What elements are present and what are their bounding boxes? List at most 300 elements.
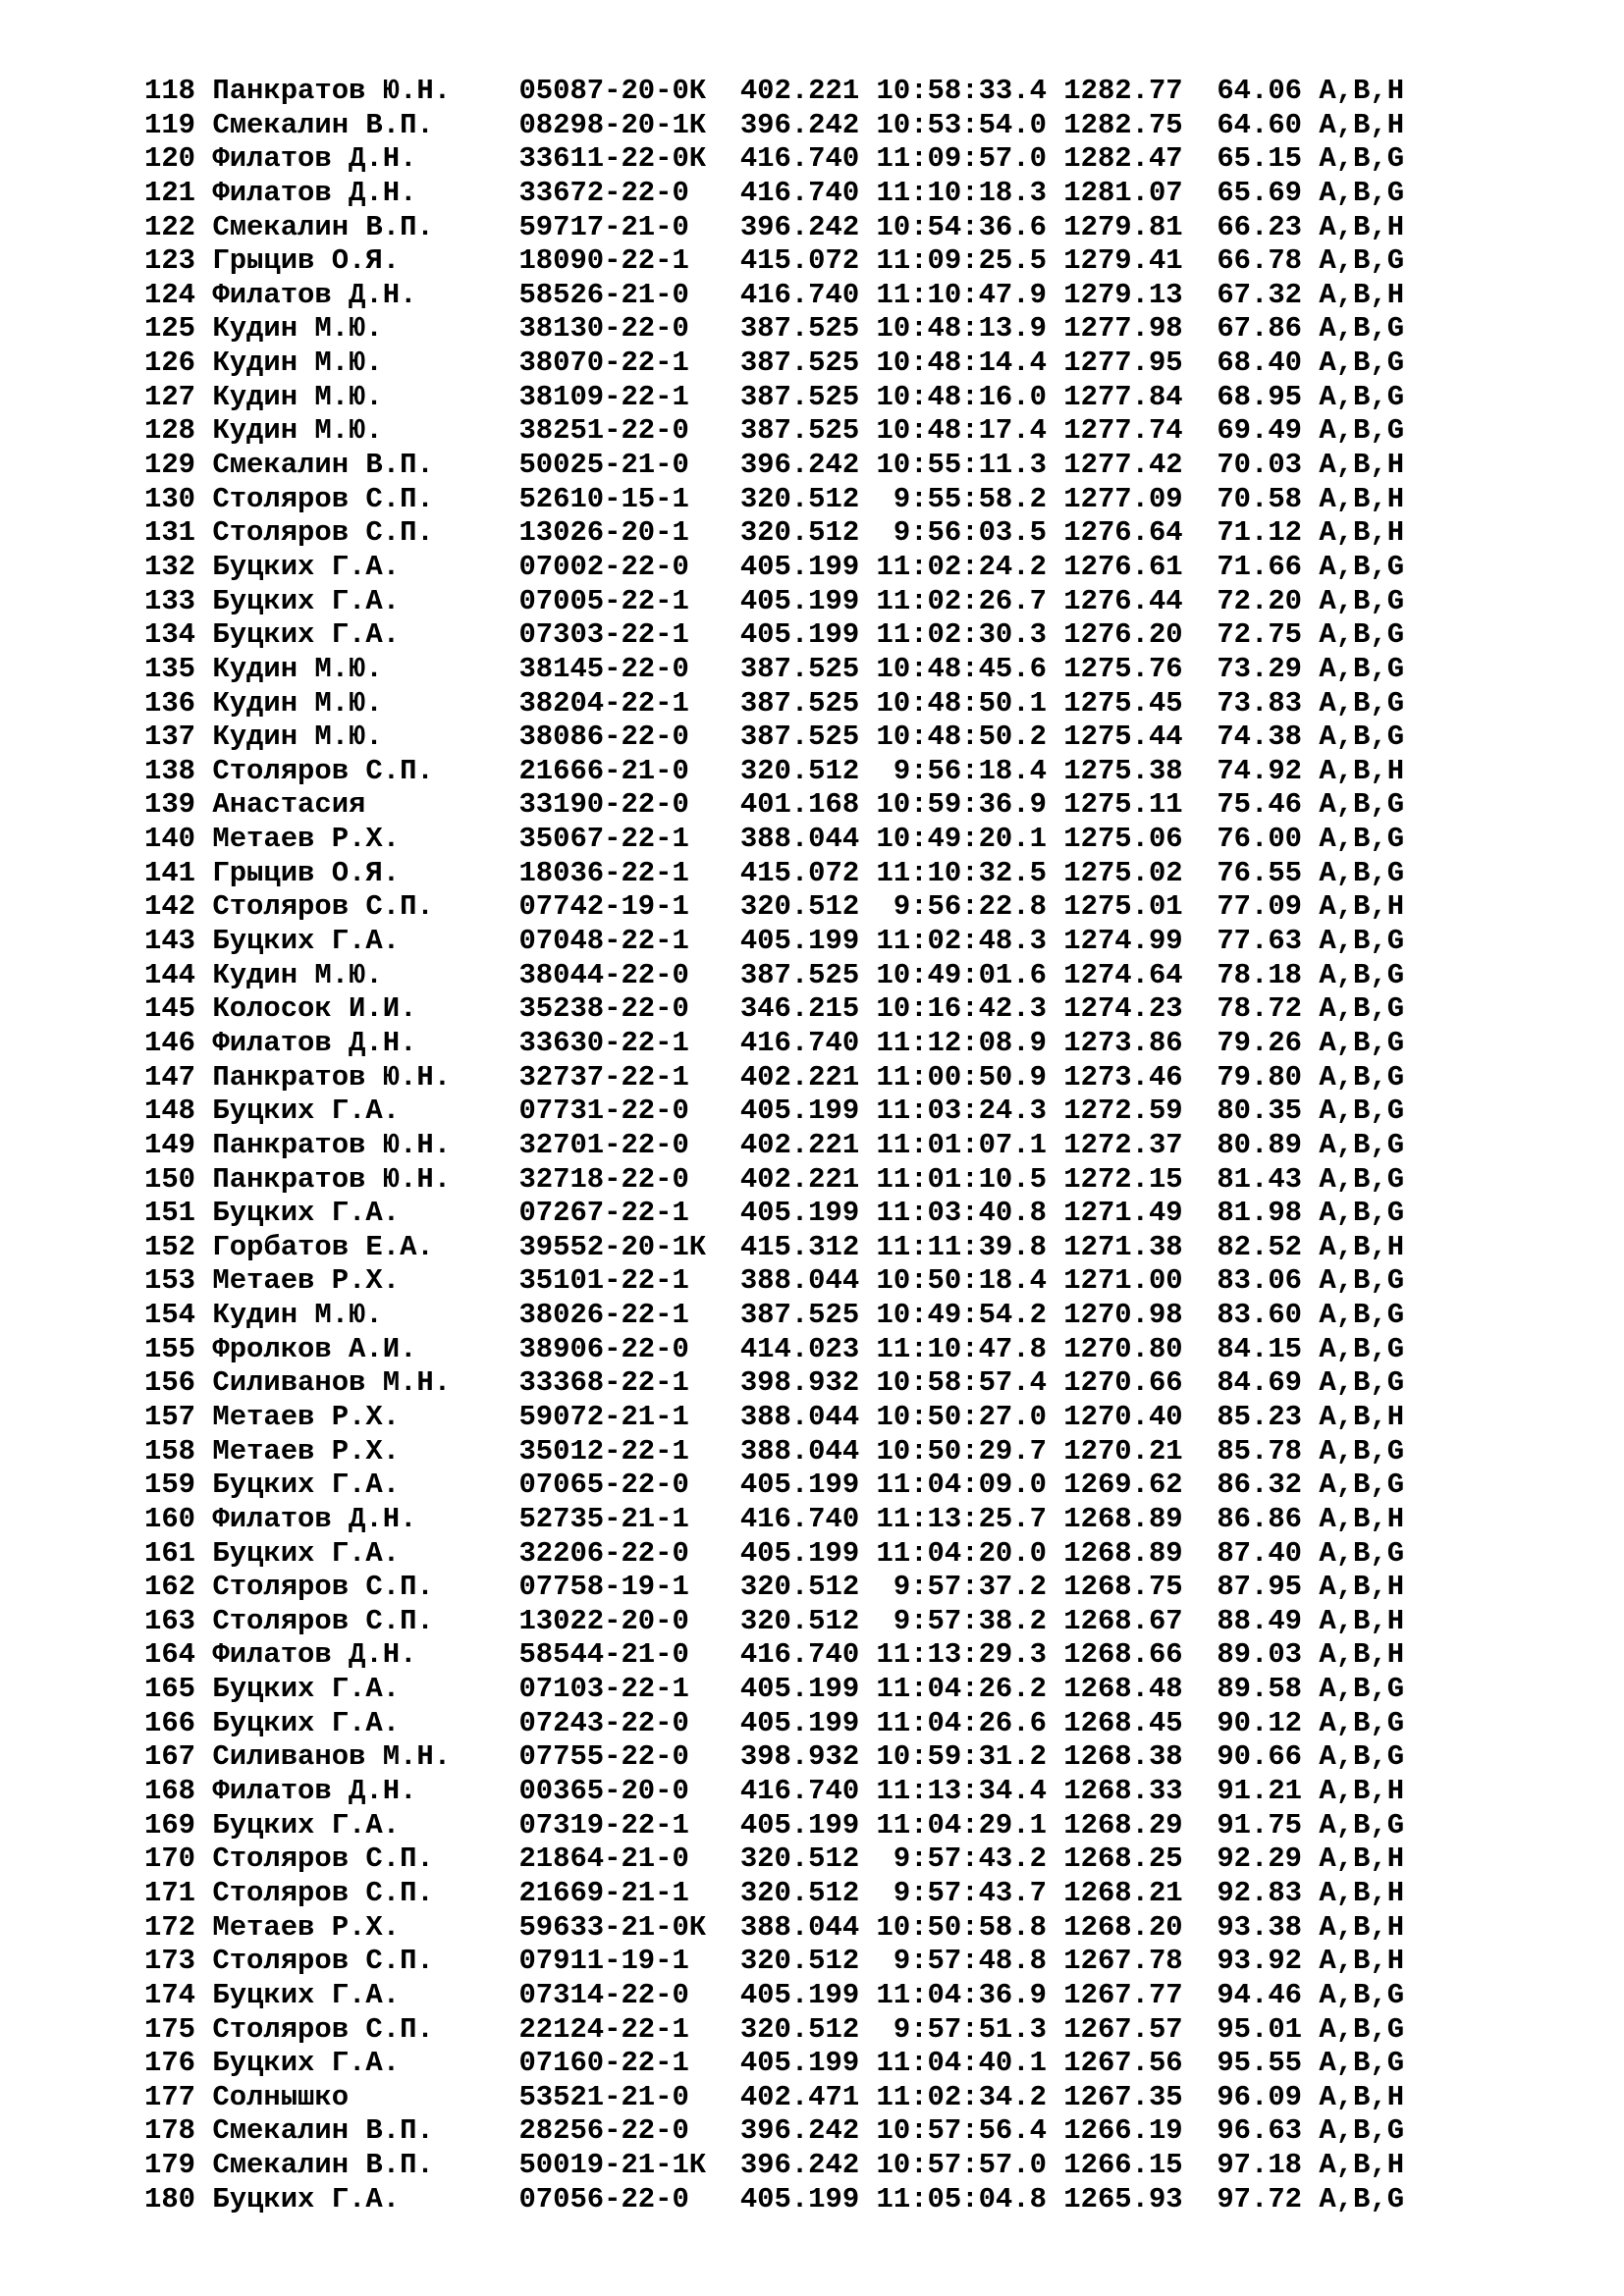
cell-distance: 387.525 <box>739 1299 860 1332</box>
cell-fancier: Фролков А.И. <box>212 1332 503 1365</box>
table-row <box>144 1707 1404 1741</box>
cell-time: 10:48:50.2 <box>876 721 1047 754</box>
cell-ring: 38044-22-0 <box>518 958 724 991</box>
cell-fancier: Силиванов М.Н. <box>212 1740 503 1774</box>
cell-groups: A,B,G <box>1319 1740 1405 1774</box>
cell-distance: 320.512 <box>739 1842 860 1876</box>
table-row <box>144 1809 1404 1843</box>
cell-coef: 96.63 <box>1199 2114 1303 2148</box>
table-row <box>144 1503 1404 1537</box>
cell-coef: 71.66 <box>1199 550 1303 583</box>
cell-ring: 33190-22-0 <box>518 788 724 822</box>
cell-groups: A,B,G <box>1319 856 1405 889</box>
cell-coef: 94.46 <box>1199 1978 1303 2011</box>
cell-groups: A,B,H <box>1319 2149 1405 2182</box>
cell-groups: A,B,G <box>1319 550 1405 583</box>
cell-groups: A,B,G <box>1319 347 1405 380</box>
cell-place: 177 <box>144 2080 196 2113</box>
cell-groups: A,B,G <box>1319 618 1405 652</box>
cell-time: 11:04:26.2 <box>876 1673 1047 1706</box>
cell-place: 119 <box>144 108 196 141</box>
cell-groups: A,B,G <box>1319 925 1405 958</box>
cell-coef: 68.95 <box>1199 380 1303 413</box>
cell-speed: 1268.45 <box>1063 1706 1183 1739</box>
cell-distance: 415.072 <box>739 856 860 889</box>
cell-fancier: Кудин М.Ю. <box>212 312 503 346</box>
cell-place: 126 <box>144 347 196 380</box>
table-row <box>144 449 1404 483</box>
cell-groups: A,B,G <box>1319 721 1405 754</box>
cell-speed: 1270.66 <box>1063 1366 1183 1400</box>
table-row <box>144 1775 1404 1809</box>
cell-time: 11:13:29.3 <box>876 1638 1047 1672</box>
cell-time: 11:13:34.4 <box>876 1775 1047 1808</box>
cell-distance: 416.740 <box>739 1775 860 1808</box>
cell-fancier: Столяров С.П. <box>212 890 503 924</box>
table-row <box>144 211 1404 245</box>
cell-place: 144 <box>144 958 196 991</box>
cell-time: 11:00:50.9 <box>876 1060 1047 1094</box>
table-row <box>144 1945 1404 1979</box>
cell-groups: A,B,G <box>1319 142 1405 176</box>
cell-fancier: Кудин М.Ю. <box>212 958 503 991</box>
cell-coef: 77.63 <box>1199 925 1303 958</box>
cell-time: 10:50:27.0 <box>876 1400 1047 1433</box>
cell-ring: 38109-22-1 <box>518 380 724 413</box>
cell-ring: 07005-22-1 <box>518 584 724 617</box>
cell-fancier: Кудин М.Ю. <box>212 347 503 380</box>
cell-distance: 415.072 <box>739 244 860 278</box>
cell-speed: 1267.56 <box>1063 2047 1183 2080</box>
cell-fancier: Буцких Г.А. <box>212 584 503 617</box>
cell-distance: 320.512 <box>739 516 860 550</box>
cell-ring: 07056-22-0 <box>518 2182 724 2216</box>
cell-distance: 388.044 <box>739 1264 860 1298</box>
cell-speed: 1279.41 <box>1063 244 1183 278</box>
table-row <box>144 2081 1404 2115</box>
cell-speed: 1269.62 <box>1063 1468 1183 1502</box>
results-table <box>144 75 1404 2216</box>
cell-place: 162 <box>144 1571 196 1604</box>
cell-distance: 416.740 <box>739 176 860 209</box>
cell-ring: 33368-22-1 <box>518 1366 724 1400</box>
cell-speed: 1271.00 <box>1063 1264 1183 1298</box>
cell-speed: 1271.49 <box>1063 1197 1183 1230</box>
cell-ring: 33672-22-0 <box>518 176 724 209</box>
cell-speed: 1277.09 <box>1063 482 1183 515</box>
cell-speed: 1273.46 <box>1063 1060 1183 1094</box>
cell-fancier: Буцких Г.А. <box>212 1536 503 1570</box>
table-row <box>144 788 1404 823</box>
cell-place: 158 <box>144 1434 196 1468</box>
cell-fancier: Кудин М.Ю. <box>212 380 503 413</box>
cell-place: 131 <box>144 516 196 550</box>
table-row <box>144 279 1404 313</box>
cell-distance: 416.740 <box>739 142 860 176</box>
cell-fancier: Буцких Г.А. <box>212 1673 503 1706</box>
cell-coef: 80.89 <box>1199 1128 1303 1161</box>
table-row <box>144 1264 1404 1299</box>
cell-groups: A,B,G <box>1319 1536 1405 1570</box>
cell-time: 11:09:25.5 <box>876 244 1047 278</box>
cell-groups: A,B,H <box>1319 1876 1405 1909</box>
cell-time: 10:57:56.4 <box>876 2114 1047 2148</box>
cell-ring: 38145-22-0 <box>518 652 724 685</box>
cell-place: 174 <box>144 1978 196 2011</box>
cell-fancier: Столяров С.П. <box>212 1604 503 1637</box>
cell-speed: 1268.20 <box>1063 1910 1183 1944</box>
cell-ring: 32206-22-0 <box>518 1536 724 1570</box>
cell-speed: 1268.67 <box>1063 1604 1183 1637</box>
cell-speed: 1274.23 <box>1063 992 1183 1026</box>
table-row <box>144 109 1404 143</box>
cell-groups: A,B,G <box>1319 176 1405 209</box>
cell-place: 154 <box>144 1299 196 1332</box>
cell-distance: 405.199 <box>739 1197 860 1230</box>
cell-fancier: Анастасия <box>212 788 503 822</box>
cell-coef: 92.29 <box>1199 1842 1303 1876</box>
cell-fancier: Метаев Р.Х. <box>212 1264 503 1298</box>
cell-distance: 320.512 <box>739 1945 860 1978</box>
cell-speed: 1279.13 <box>1063 278 1183 311</box>
cell-fancier: Филатов Д.Н. <box>212 1502 503 1535</box>
cell-groups: A,B,G <box>1319 1299 1405 1332</box>
cell-ring: 59072-21-1 <box>518 1400 724 1433</box>
cell-speed: 1276.44 <box>1063 584 1183 617</box>
cell-speed: 1275.11 <box>1063 788 1183 822</box>
cell-fancier: Грыцив О.Я. <box>212 856 503 889</box>
cell-coef: 91.21 <box>1199 1775 1303 1808</box>
cell-coef: 87.40 <box>1199 1536 1303 1570</box>
cell-ring: 07758-19-1 <box>518 1571 724 1604</box>
cell-distance: 405.199 <box>739 1673 860 1706</box>
cell-distance: 388.044 <box>739 1400 860 1433</box>
cell-groups: A,B,G <box>1319 1808 1405 1842</box>
cell-place: 138 <box>144 754 196 787</box>
cell-speed: 1268.38 <box>1063 1740 1183 1774</box>
cell-coef: 92.83 <box>1199 1876 1303 1909</box>
cell-groups: A,B,G <box>1319 686 1405 720</box>
cell-time: 10:48:50.1 <box>876 686 1047 720</box>
cell-speed: 1282.47 <box>1063 142 1183 176</box>
cell-place: 150 <box>144 1162 196 1196</box>
table-row <box>144 1842 1404 1877</box>
cell-place: 118 <box>144 75 196 107</box>
table-row <box>144 618 1404 653</box>
cell-ring: 38070-22-1 <box>518 347 724 380</box>
cell-distance: 387.525 <box>739 414 860 448</box>
cell-coef: 81.43 <box>1199 1162 1303 1196</box>
cell-time: 10:49:01.6 <box>876 958 1047 991</box>
cell-distance: 388.044 <box>739 1910 860 1944</box>
cell-coef: 78.18 <box>1199 958 1303 991</box>
cell-coef: 74.92 <box>1199 754 1303 787</box>
cell-distance: 396.242 <box>739 2149 860 2182</box>
cell-distance: 387.525 <box>739 721 860 754</box>
cell-coef: 76.55 <box>1199 856 1303 889</box>
cell-fancier: Силиванов М.Н. <box>212 1366 503 1400</box>
cell-fancier: Панкратов Ю.Н. <box>212 1060 503 1094</box>
cell-fancier: Столяров С.П. <box>212 516 503 550</box>
cell-distance: 405.199 <box>739 925 860 958</box>
table-row <box>144 2047 1404 2081</box>
cell-time: 10:49:54.2 <box>876 1299 1047 1332</box>
cell-coef: 85.78 <box>1199 1434 1303 1468</box>
cell-distance: 405.199 <box>739 584 860 617</box>
cell-ring: 08298-20-1К <box>518 108 724 141</box>
cell-ring: 07160-22-1 <box>518 2047 724 2080</box>
cell-fancier: Столяров С.П. <box>212 2012 503 2046</box>
cell-groups: A,B,G <box>1319 1128 1405 1161</box>
cell-groups: A,B,H <box>1319 1502 1405 1535</box>
cell-groups: A,B,G <box>1319 958 1405 991</box>
cell-fancier: Смекалин В.П. <box>212 108 503 141</box>
cell-place: 128 <box>144 414 196 448</box>
cell-place: 180 <box>144 2182 196 2216</box>
table-row <box>144 483 1404 517</box>
cell-distance: 320.512 <box>739 1876 860 1909</box>
cell-ring: 07048-22-1 <box>518 925 724 958</box>
cell-coef: 71.12 <box>1199 516 1303 550</box>
cell-coef: 89.58 <box>1199 1673 1303 1706</box>
cell-speed: 1275.76 <box>1063 652 1183 685</box>
cell-coef: 77.09 <box>1199 890 1303 924</box>
cell-distance: 402.471 <box>739 2080 860 2113</box>
cell-speed: 1274.64 <box>1063 958 1183 991</box>
cell-time: 10:49:20.1 <box>876 823 1047 856</box>
cell-time: 10:55:11.3 <box>876 449 1047 482</box>
cell-place: 146 <box>144 1026 196 1059</box>
cell-fancier: Панкратов Ю.Н. <box>212 1162 503 1196</box>
cell-distance: 405.199 <box>739 1808 860 1842</box>
cell-place: 142 <box>144 890 196 924</box>
cell-fancier: Метаев Р.Х. <box>212 823 503 856</box>
cell-fancier: Метаев Р.Х. <box>212 1400 503 1433</box>
cell-groups: A,B,H <box>1319 75 1405 107</box>
table-row <box>144 1638 1404 1673</box>
cell-fancier: Буцких Г.А. <box>212 2047 503 2080</box>
cell-coef: 83.60 <box>1199 1299 1303 1332</box>
cell-time: 11:04:20.0 <box>876 1536 1047 1570</box>
cell-coef: 93.38 <box>1199 1910 1303 1944</box>
cell-coef: 93.92 <box>1199 1945 1303 1978</box>
cell-speed: 1279.81 <box>1063 210 1183 243</box>
cell-groups: A,B,G <box>1319 823 1405 856</box>
cell-ring: 38251-22-0 <box>518 414 724 448</box>
cell-time: 10:54:36.6 <box>876 210 1047 243</box>
cell-distance: 405.199 <box>739 1095 860 1128</box>
cell-place: 172 <box>144 1910 196 1944</box>
cell-ring: 38906-22-0 <box>518 1332 724 1365</box>
cell-coef: 97.18 <box>1199 2149 1303 2182</box>
cell-fancier: Кудин М.Ю. <box>212 1299 503 1332</box>
table-row <box>144 925 1404 959</box>
cell-coef: 85.23 <box>1199 1400 1303 1433</box>
cell-coef: 86.32 <box>1199 1468 1303 1502</box>
cell-speed: 1268.48 <box>1063 1673 1183 1706</box>
cell-distance: 402.221 <box>739 1128 860 1161</box>
cell-distance: 387.525 <box>739 347 860 380</box>
cell-place: 134 <box>144 618 196 652</box>
cell-time: 11:02:24.2 <box>876 550 1047 583</box>
cell-place: 151 <box>144 1197 196 1230</box>
cell-fancier: Кудин М.Ю. <box>212 414 503 448</box>
cell-speed: 1281.07 <box>1063 176 1183 209</box>
cell-time: 9:55:58.2 <box>876 482 1047 515</box>
cell-distance: 387.525 <box>739 652 860 685</box>
cell-groups: A,B,H <box>1319 1571 1405 1604</box>
cell-place: 145 <box>144 992 196 1026</box>
table-row <box>144 1673 1404 1707</box>
cell-distance: 387.525 <box>739 312 860 346</box>
table-row <box>144 959 1404 993</box>
cell-groups: A,B,G <box>1319 380 1405 413</box>
cell-fancier: Филатов Д.Н. <box>212 1026 503 1059</box>
cell-time: 11:10:47.8 <box>876 1332 1047 1365</box>
cell-groups: A,B,G <box>1319 1264 1405 1298</box>
table-row <box>144 1468 1404 1503</box>
cell-place: 124 <box>144 278 196 311</box>
cell-place: 160 <box>144 1502 196 1535</box>
cell-fancier: Колосок И.И. <box>212 992 503 1026</box>
cell-speed: 1268.21 <box>1063 1876 1183 1909</box>
cell-ring: 07303-22-1 <box>518 618 724 652</box>
table-row <box>144 1163 1404 1198</box>
cell-groups: A,B,G <box>1319 1095 1405 1128</box>
cell-distance: 320.512 <box>739 2012 860 2046</box>
cell-ring: 58544-21-0 <box>518 1638 724 1672</box>
cell-coef: 88.49 <box>1199 1604 1303 1637</box>
cell-time: 10:59:36.9 <box>876 788 1047 822</box>
table-row <box>144 75 1404 109</box>
cell-place: 136 <box>144 686 196 720</box>
cell-time: 10:48:16.0 <box>876 380 1047 413</box>
cell-coef: 95.01 <box>1199 2012 1303 2046</box>
cell-fancier: Столяров С.П. <box>212 482 503 515</box>
cell-coef: 78.72 <box>1199 992 1303 1026</box>
cell-coef: 73.83 <box>1199 686 1303 720</box>
cell-groups: A,B,G <box>1319 1434 1405 1468</box>
cell-time: 11:10:18.3 <box>876 176 1047 209</box>
cell-ring: 18036-22-1 <box>518 856 724 889</box>
cell-time: 11:05:04.8 <box>876 2182 1047 2216</box>
cell-time: 11:04:26.6 <box>876 1706 1047 1739</box>
cell-distance: 416.740 <box>739 1026 860 1059</box>
table-row <box>144 177 1404 211</box>
cell-groups: A,B,H <box>1319 1842 1405 1876</box>
cell-coef: 79.80 <box>1199 1060 1303 1094</box>
cell-distance: 320.512 <box>739 890 860 924</box>
cell-coef: 80.35 <box>1199 1095 1303 1128</box>
cell-coef: 76.00 <box>1199 823 1303 856</box>
cell-groups: A,B,H <box>1319 1945 1405 1978</box>
table-row <box>144 823 1404 857</box>
cell-place: 140 <box>144 823 196 856</box>
cell-place: 143 <box>144 925 196 958</box>
table-row <box>144 1740 1404 1775</box>
cell-ring: 52735-21-1 <box>518 1502 724 1535</box>
cell-speed: 1271.38 <box>1063 1230 1183 1263</box>
cell-distance: 405.199 <box>739 550 860 583</box>
cell-fancier: Солнышко <box>212 2080 503 2113</box>
cell-fancier: Панкратов Ю.Н. <box>212 75 503 107</box>
cell-place: 161 <box>144 1536 196 1570</box>
cell-speed: 1270.98 <box>1063 1299 1183 1332</box>
cell-coef: 73.29 <box>1199 652 1303 685</box>
table-row <box>144 414 1404 449</box>
cell-place: 152 <box>144 1230 196 1263</box>
cell-groups: A,B,G <box>1319 1706 1405 1739</box>
cell-time: 10:50:29.7 <box>876 1434 1047 1468</box>
cell-speed: 1277.42 <box>1063 449 1183 482</box>
cell-speed: 1267.78 <box>1063 1945 1183 1978</box>
cell-fancier: Буцких Г.А. <box>212 1706 503 1739</box>
cell-groups: A,B,H <box>1319 890 1405 924</box>
cell-fancier: Горбатов Е.А. <box>212 1230 503 1263</box>
cell-distance: 416.740 <box>739 278 860 311</box>
cell-place: 170 <box>144 1842 196 1876</box>
cell-ring: 21669-21-1 <box>518 1876 724 1909</box>
cell-fancier: Смекалин В.П. <box>212 210 503 243</box>
cell-time: 10:48:45.6 <box>876 652 1047 685</box>
cell-groups: A,B,H <box>1319 449 1405 482</box>
cell-groups: A,B,G <box>1319 1673 1405 1706</box>
cell-ring: 07742-19-1 <box>518 890 724 924</box>
cell-coef: 66.23 <box>1199 210 1303 243</box>
cell-ring: 18090-22-1 <box>518 244 724 278</box>
cell-speed: 1273.86 <box>1063 1026 1183 1059</box>
cell-place: 147 <box>144 1060 196 1094</box>
cell-groups: A,B,H <box>1319 1604 1405 1637</box>
cell-ring: 33630-22-1 <box>518 1026 724 1059</box>
cell-coef: 70.03 <box>1199 449 1303 482</box>
cell-ring: 07314-22-0 <box>518 1978 724 2011</box>
cell-time: 10:16:42.3 <box>876 992 1047 1026</box>
cell-ring: 28256-22-0 <box>518 2114 724 2148</box>
cell-fancier: Буцких Г.А. <box>212 1978 503 2011</box>
cell-ring: 50019-21-1К <box>518 2149 724 2182</box>
cell-ring: 07243-22-0 <box>518 1706 724 1739</box>
cell-ring: 38086-22-0 <box>518 721 724 754</box>
cell-groups: A,B,H <box>1319 516 1405 550</box>
cell-groups: A,B,G <box>1319 244 1405 278</box>
cell-distance: 402.221 <box>739 1162 860 1196</box>
cell-place: 125 <box>144 312 196 346</box>
cell-place: 123 <box>144 244 196 278</box>
cell-speed: 1276.20 <box>1063 618 1183 652</box>
cell-place: 153 <box>144 1264 196 1298</box>
cell-groups: A,B,H <box>1319 1638 1405 1672</box>
cell-distance: 346.215 <box>739 992 860 1026</box>
cell-coef: 64.06 <box>1199 75 1303 107</box>
cell-coef: 64.60 <box>1199 108 1303 141</box>
cell-speed: 1277.98 <box>1063 312 1183 346</box>
cell-speed: 1267.77 <box>1063 1978 1183 2011</box>
cell-distance: 402.221 <box>739 75 860 107</box>
cell-fancier: Столяров С.П. <box>212 754 503 787</box>
cell-groups: A,B,G <box>1319 2182 1405 2216</box>
cell-ring: 50025-21-0 <box>518 449 724 482</box>
cell-ring: 22124-22-1 <box>518 2012 724 2046</box>
cell-ring: 13026-20-1 <box>518 516 724 550</box>
table-row <box>144 1095 1404 1129</box>
cell-time: 11:04:40.1 <box>876 2047 1047 2080</box>
cell-ring: 07755-22-0 <box>518 1740 724 1774</box>
cell-place: 164 <box>144 1638 196 1672</box>
cell-place: 135 <box>144 652 196 685</box>
cell-fancier: Столяров С.П. <box>212 1571 503 1604</box>
cell-distance: 414.023 <box>739 1332 860 1365</box>
